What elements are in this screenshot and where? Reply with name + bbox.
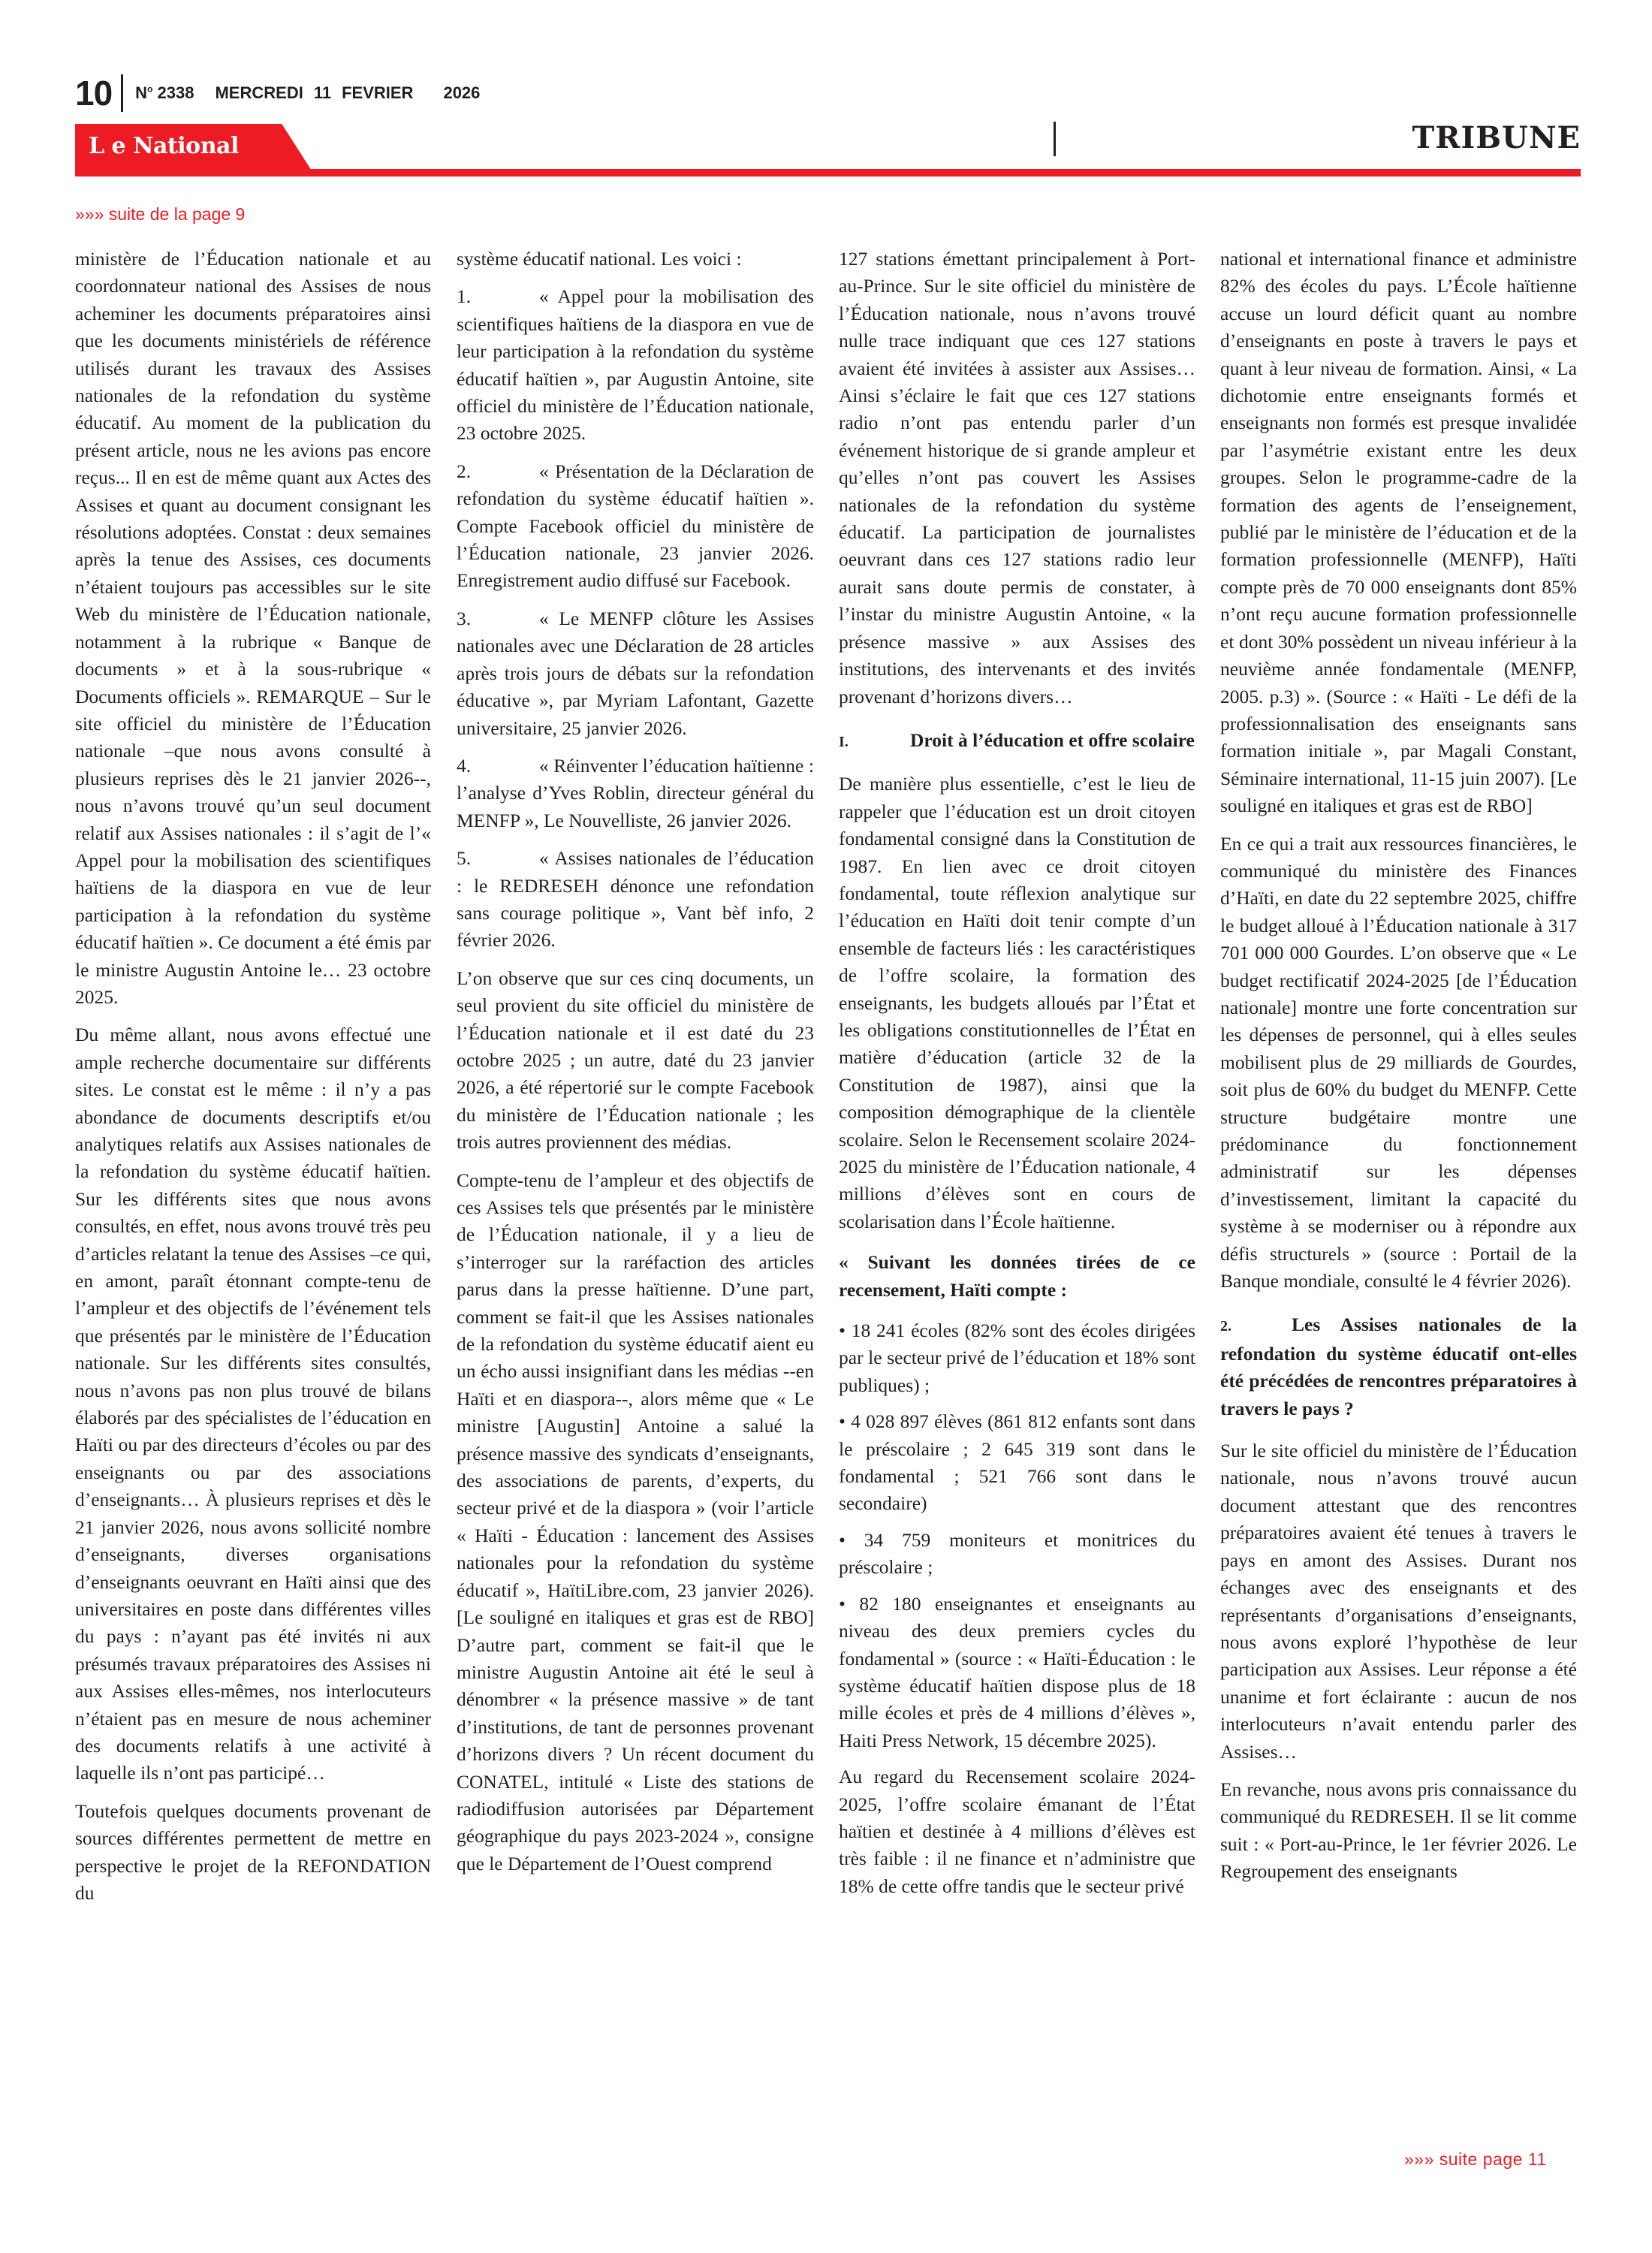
section-heading	[1220, 1311, 1577, 1422]
brand-logo: L e National	[89, 133, 239, 159]
section-title: TRIBUNE	[1412, 120, 1581, 155]
reference-text: « Assises nationales de l’éducation : le REDRESEH dénonce une refondation sans courage politique », Vant bèf info, 2 février 2026.	[457, 847, 814, 952]
issue-number	[135, 83, 194, 103]
paragraph: ministère de l’Éducation nationale et au coordonnateur national des Assises de nous acheminer les documents préparatoires ainsi que les documents ministériels de référence utilisés durant les travaux des Assises nationales de la refondation du système éducatif. Au moment de la publication du présent article, nous ne les avions pas encore reçus... Il en est de même quant aux Actes des Assises et quant au document consignant les résolutions adoptées. Constat : deux semaines après la tenue des Assises, ces documents n’étaient toujours pas accessibles sur le site Web du ministère de l’Éducation nationale, notamment à la rubrique « Banque de documents » et à la sous-rubrique « Documents officiels ». REMARQUE – Sur le site officiel du ministère de l’Éducation nationale –que nous avons consulté à plusieurs reprises dès le 21 janvier 2026--, nous n’avons trouvé qu’un seul document relatif aux Assises nationales : il s’agit de l’« Appel pour la mobilisation des scientifiques haïtiens de la diaspora en vue de leur participation à la refondation du système éducatif haïtien ». Ce document a été émis par le ministre Augustin Antoine le… 23 octobre 2025.	[75, 248, 431, 1008]
paragraph: En revanche, nous avons pris connaissance du communiqué du REDRESEH. Il se lit comme suit : « Port-au-Prince, le 1er février 2026. Le Regroupement des enseignants	[1220, 1778, 1577, 1883]
reference-number: 2.	[457, 460, 472, 482]
reference-item	[457, 753, 814, 834]
paragraph: national et international finance et administre 82% des écoles du pays. L’École haïtienne accuse un lourd déficit quant au nombre d’enseignants en poste à travers le pays et quant à leur niveau de formation. Ainsi, « La dichotomie entre enseignants formés et enseignants non formés est presque invalidée par l’asymétrie existant entre les deux groupes. Selon le programme-cadre de la formation des agents de l’enseignement, publié par le ministère de l’éducation et de la formation professionnelle (MENFP), Haïti compte près de 70 000 enseignants dont 85% n’ont reçu aucune formation professionnelle et dont 30% possèdent un niveau inférieur à la neuvième année fondamentale (MENFP, 2005. p.3) ». (Source : « Haïti - Le défi de la professionnalisation des enseignants sans formation initiale », par Magali Constant, Séminaire international, 11-15 juin 2007). [Le souligné en italiques et gras est de RBO]	[1220, 248, 1577, 817]
paragraph: Sur le site officiel du ministère de l’Éducation nationale, nous n’avons trouvé aucun document attestant que des rencontres préparatoires avaient été tenues à travers le pays en amont des Assises. Durant nos échanges avec des enseignants et des représentants d’organisations d’enseignants, nous avons exploré l’hypothèse de leur participation aux Assises. Leur réponse a été unanime et fort éclairante : aucun de nos interlocuteurs n’avait entendu parler des Assises…	[1220, 1440, 1577, 1763]
year: 2026	[443, 83, 481, 102]
heading-text: Droit à l’éducation et offre scolaire	[910, 728, 1195, 751]
article-column-3	[839, 246, 1195, 1911]
reference-number: 4.	[457, 754, 472, 777]
heading-number: I.	[839, 733, 849, 750]
issue-prefix: N	[135, 83, 148, 102]
reference-item	[457, 458, 814, 595]
paragraph: Compte-tenu de l’ampleur et des objectifs de ces Assises tels que présentés par le ministère de l’Éducation nationale, il y a lieu de s’interroger sur la raréfaction des articles parus dans la presse haïtienne. D’une part, comment se fait-il que les Assises nationales de la refondation du système éducatif aient eu un écho aussi insignifiant dans les médias --en Haïti et en diaspora--, alors même que « Le ministre [Augustin] Antoine a salué la présence massive des syndicats d’enseignants, des associations de parents, d’experts, du secteur privé et de la diaspora » (voir l’article « Haïti - Éducation : lancement des Assises nationales pour la refondation du système éducatif », HaïtiLibre.com, 23 janvier 2026). [Le souligné en italiques et gras est de RBO] D’autre part, comment se fait-il que le ministre Augustin Antoine ait été le seul à dénombrer « la présence massive » de tant d’institutions, de tant de personnes provenant d’horizons divers ? Un récent document du CONATEL, intitulé « Liste des stations de radiodiffusion autorisées par Département géographique du pays 2023-2024 », consigne que le Département de l’Ouest comprend	[457, 1169, 814, 1874]
paragraph: Au regard du Recensement scolaire 2024-2025, l’offre scolaire émanant de l’État haïtien et destinée à 4 millions d’élèves est très faible : il ne finance et n’administre que 18% de cette offre tandis que le secteur privé	[839, 1766, 1195, 1897]
paragraph: 127 stations émettant principalement à Port-au-Prince. Sur le site officiel du ministère de l’Éducation nationale, nous n’avons trouvé nulle trace indiquant que ces 127 stations avaient été invitées à assister aux Assises… Ainsi s’éclaire le fait que ces 127 stations radio n’ont pas entendu parler d’un événement historique de si grande ampleur et qu’elles n’ont pas couvert les Assises nationales de la refondation du système éducatif. La participation de journalistes oeuvrant dans ces 127 stations radio leur aurait sans doute permis de constater, à l’instar du ministre Augustin Antoine, « la présence massive » aux Assises des institutions, des intervenants et des invités provenant d’horizons divers…	[839, 248, 1195, 707]
article-column-1	[75, 246, 431, 1917]
heading-text: Les Assises nationales de la refondation du système éducatif ont-elles été précédées de rencontres préparatoires à travers le pays ?	[1220, 1313, 1577, 1419]
paragraph: L’on observe que sur ces cinq documents, un seul provient du site officiel du ministère de l’Éducation nationale et il est daté du 23 octobre 2025 ; un autre, daté du 23 janvier 2026, a été répertorié sur le compte Facebook du ministère de l’Éducation nationale ; les trois autres proviennent des médias.	[457, 967, 814, 1154]
reference-number: 1.	[457, 285, 472, 308]
bullet-item: • 82 180 enseignantes et enseignants au niveau des deux premiers cycles du fondamental » (source : « Haïti-Éducation : le système éducatif haïtien dispose plus de 18 mille écoles et près de 4 millions d’élèves », Haiti Press Network, 15 décembre 2025).	[839, 1592, 1195, 1751]
article-column-2	[457, 246, 814, 1888]
reference-item	[457, 283, 814, 447]
page-header	[75, 74, 480, 113]
month: FEVRIER	[342, 83, 414, 102]
page-number: 10	[75, 74, 113, 113]
section-divider	[1054, 122, 1056, 156]
bullet-item: • 4 028 897 élèves (861 812 enfants sont dans le préscolaire ; 2 645 319 sont dans le fondamental ; 521 766 sont dans le secondaire)	[839, 1410, 1195, 1515]
issue-sup: o	[147, 83, 153, 95]
bullet-item: • 34 759 moniteurs et monitrices du préscolaire ;	[839, 1528, 1195, 1579]
reference-text: « Appel pour la mobilisation des scientifiques haïtiens de la diaspora en vue de leur participation à la refondation du système éducatif haïtien », par Augustin Antoine, site officiel du ministère de l’Éducation nationale, 23 octobre 2025.	[457, 285, 814, 445]
reference-number: 5.	[457, 847, 472, 870]
paragraph: En ce qui a trait aux ressources financières, le communiqué du ministère des Finances d’Haïti, en date du 22 septembre 2025, chiffre le budget alloué à l’Éducation nationale à 317 701 000 000 Gourdes. L’on observe que « Le budget rectificatif 2024-2025 [de l’Éducation nationale] montre une forte concentration sur les dépenses de personnel, qui à elles seules mobilisent plus de 29 milliards de Gourdes, soit plus de 60% du budget du MENFP. Cette structure budgétaire montre une prédominance du fonctionnement administratif sur les dépenses d’investissement, limitant la capacité du système à se moderniser ou à répondre aux défis structurels » (source : Portail de la Banque mondiale, consulté le 4 février 2026).	[1220, 832, 1577, 1292]
heading-number: 2.	[1220, 1318, 1231, 1335]
day: 11	[313, 83, 332, 102]
paragraph: De manière plus essentielle, c’est le lieu de rappeler que l’éducation est un droit citoyen fondamental consigné dans la Constitution de 1987. En lien avec ce droit citoyen fondamental, toute réflexion analytique sur l’éducation en Haïti doit tenir compte d’un ensemble de facteurs liés : les caractéristiques de l’offre scolaire, la formation des enseignants, les budgets alloués par l’État et les obligations constitutionnelles de l’État en matière d’éducation (article 32 de la Constitution de 1987), ainsi que la composition démographique de la clientèle scolaire. Selon le Recensement scolaire 2024-2025 du ministère de l’Éducation nationale, 4 millions d’élèves sont en cours de scolarisation dans l’École haïtienne.	[839, 773, 1195, 1232]
reference-item	[457, 845, 814, 955]
reference-item	[457, 605, 814, 742]
masthead-band	[75, 124, 1581, 176]
reference-text: « Le MENFP clôture les Assises nationales avec une Déclaration de 28 articles après trois jours de débats sur la refondation éducative », par Myriam Lafontant, Gazette universitaire, 25 janvier 2026.	[457, 607, 814, 739]
continued-from-link[interactable]: »»» suite de la page 9	[75, 204, 246, 224]
bold-intro: « Suivant les données tirées de ce recensement, Haïti compte :	[839, 1251, 1195, 1301]
article-column-4	[1220, 246, 1577, 1896]
section-heading	[839, 727, 1195, 756]
weekday: MERCREDI	[215, 83, 303, 102]
header-divider	[121, 74, 123, 112]
reference-number: 3.	[457, 607, 472, 629]
reference-text: « Réinventer l’éducation haïtienne : l’analyse d’Yves Roblin, directeur général du MENFP », Le Nouvelliste, 26 janvier 2026.	[457, 754, 814, 831]
bullet-item: • 18 241 écoles (82% sont des écoles dirigées par le secteur privé de l’éducation et 18% sont publiques) ;	[839, 1320, 1195, 1396]
reference-text: « Présentation de la Déclaration de refondation du système éducatif haïtien ». Compte Facebook officiel du ministère de l’Éducation nationale, 23 janvier 2026. Enregistrement audio diffusé sur Facebook.	[457, 460, 814, 592]
continued-to-link[interactable]: »»» suite page 11	[1404, 2149, 1547, 2169]
paragraph: système éducatif national. Les voici :	[457, 248, 742, 270]
paragraph: Toutefois quelques documents provenant de sources différentes permettent de mettre en perspective le projet de la REFONDATION du	[75, 1799, 431, 1904]
paragraph: Du même allant, nous avons effectué une ample recherche documentaire sur différents sites. Le constat est le même : il n’y a pas abondance de documents descriptifs et/ou analytiques relatifs aux Assises nationales de la refondation du système éducatif haïtien. Sur les différents sites que nous avons consultés, en effet, nous avons trouvé très peu d’articles relatant la tenue des Assises –ce qui, en amont, paraît étonnant compte-tenu de l’ampleur et des objectifs de l’événement tels que présentés par le ministère de l’Éducation nationale. Sur les différents sites consultés, nous n’avons pas non plus trouvé de bilans élaborés par des spécialistes de l’éducation en Haïti ou par des directeurs d’écoles ou par des enseignants ou par des associations d’enseignants… À plusieurs reprises et dès le 21 janvier 2026, nous avons sollicité nombre d’enseignants, diverses organisations d’enseignants oeuvrant en Haïti ainsi que des universitaires en poste dans différentes villes du pays : n’ayant pas été invités ni aux présumés travaux préparatoires des Assises ni aux Assises elles-mêmes, nos interlocuteurs n’étaient pas en mesure de nous acheminer des documents relatifs à une activité à laquelle ils n’ont pas participé…	[75, 1024, 431, 1784]
issue-value: 2338	[157, 83, 194, 102]
